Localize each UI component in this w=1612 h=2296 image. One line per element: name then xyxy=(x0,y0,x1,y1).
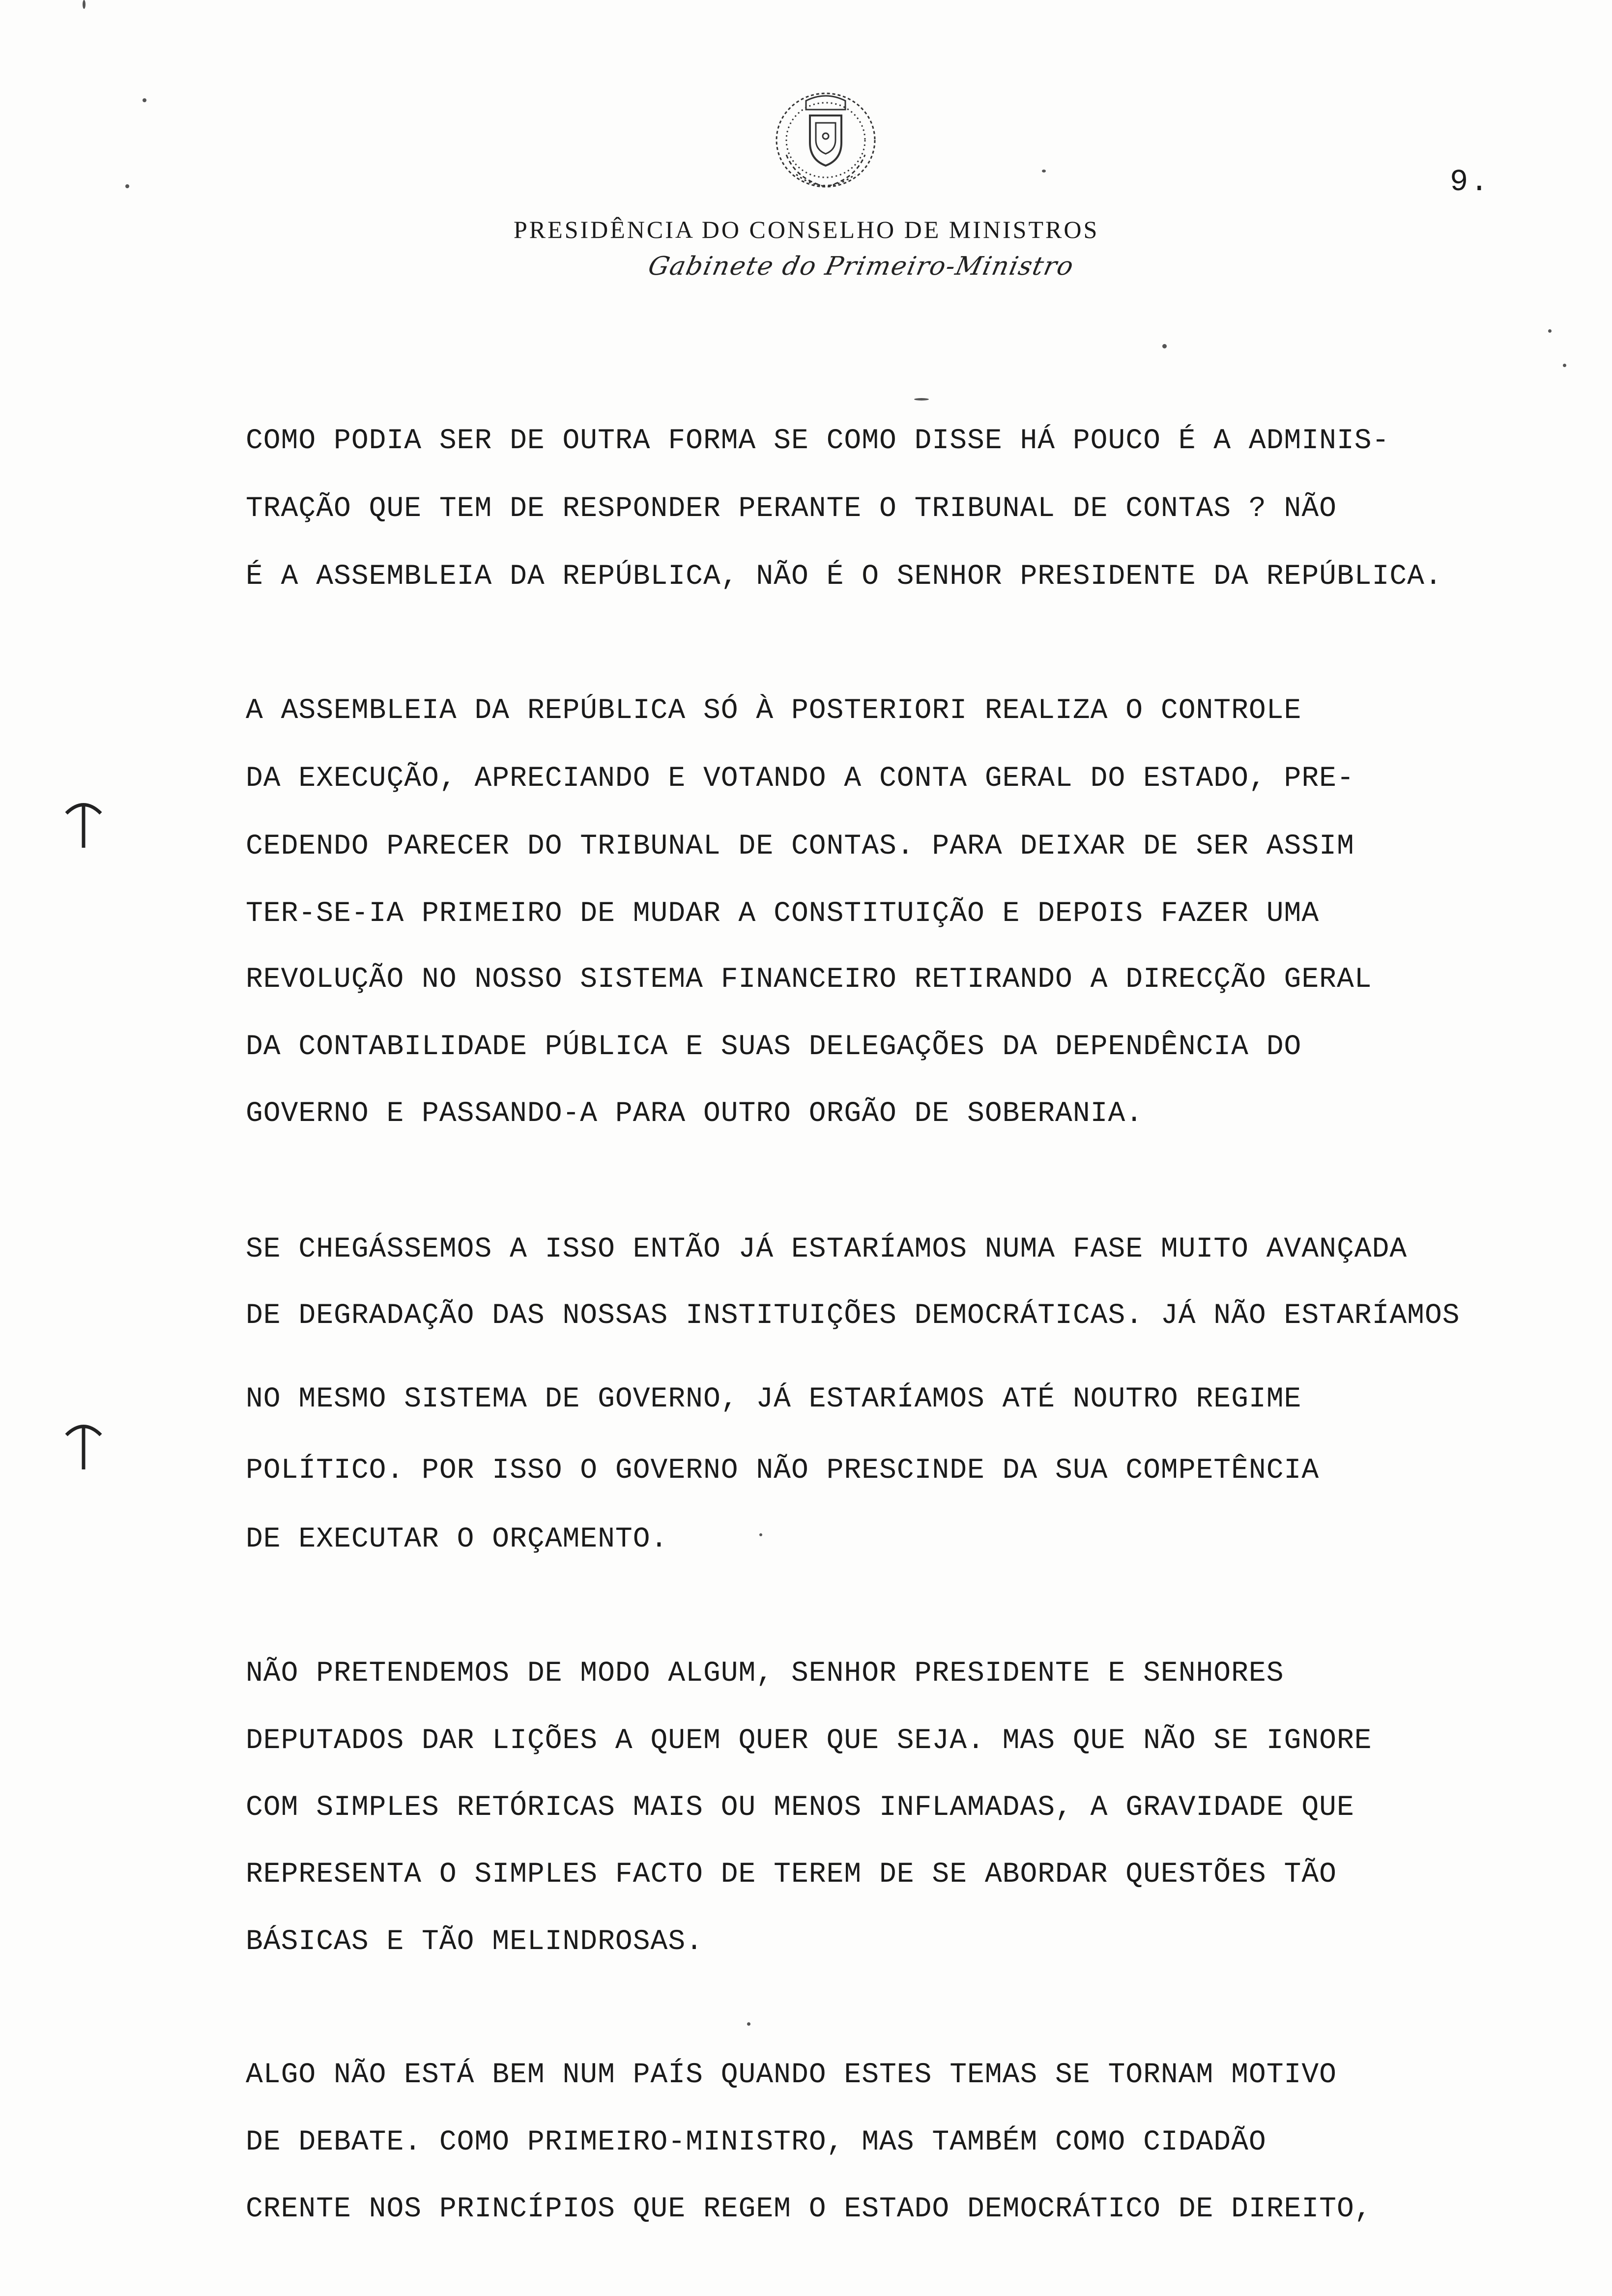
body-line: NO MESMO SISTEMA DE GOVERNO, JÁ ESTARÍAMOS ATÉ NOUTRO REGIME xyxy=(246,1383,1302,1415)
body-line: DE DEGRADAÇÃO DAS NOSSAS INSTITUIÇÕES DEMOCRÁTICAS. JÁ NÃO ESTARÍAMOS xyxy=(246,1300,1460,1332)
body-line: BÁSICAS E TÃO MELINDROSAS. xyxy=(246,1926,703,1958)
body-line: DEPUTADOS DAR LIÇÕES A QUEM QUER QUE SEJA. MAS QUE NÃO SE IGNORE xyxy=(246,1725,1372,1757)
scan-speck xyxy=(747,2022,750,2026)
cabinet-subheading: Gabinete do Primeiro-Ministro xyxy=(645,252,1077,281)
scan-speck xyxy=(1162,344,1167,348)
body-line: SE CHEGÁSSEMOS A ISSO ENTÃO JÁ ESTARÍAMOS NUMA FASE MUITO AVANÇADA xyxy=(246,1234,1408,1265)
body-line: DE DEBATE. COMO PRIMEIRO-MINISTRO, MAS TAMBÉM COMO CIDADÃO xyxy=(246,2126,1267,2158)
body-line: NÃO PRETENDEMOS DE MODO ALGUM, SENHOR PRESIDENTE E SENHORES xyxy=(246,1658,1284,1690)
scan-speck xyxy=(914,398,929,401)
body-line: REVOLUÇÃO NO NOSSO SISTEMA FINANCEIRO RETIRANDO A DIRECÇÃO GERAL xyxy=(246,964,1372,996)
scan-speck xyxy=(83,0,86,9)
scan-speck xyxy=(1042,170,1046,172)
body-line: REPRESENTA O SIMPLES FACTO DE TEREM DE SE ABORDAR QUESTÕES TÃO xyxy=(246,1859,1337,1891)
scan-speck xyxy=(759,1533,762,1536)
scan-speck xyxy=(1563,364,1566,367)
binding-mark-icon xyxy=(61,794,106,853)
page-number: 9. xyxy=(1450,165,1491,200)
body-line: ALGO NÃO ESTÁ BEM NUM PAÍS QUANDO ESTES TEMAS SE TORNAM MOTIVO xyxy=(246,2059,1337,2091)
body-line: TER-SE-IA PRIMEIRO DE MUDAR A CONSTITUIÇÃO E DEPOIS FAZER UMA xyxy=(246,898,1320,930)
scan-speck xyxy=(143,98,146,102)
scan-speck xyxy=(1548,329,1552,333)
body-line: POLÍTICO. POR ISSO O GOVERNO NÃO PRESCINDE DA SUA COMPETÊNCIA xyxy=(246,1455,1320,1487)
binding-mark-icon xyxy=(61,1415,106,1474)
body-line: DA EXECUÇÃO, APRECIANDO E VOTANDO A CONTA GERAL DO ESTADO, PRE- xyxy=(246,763,1354,795)
body-line: A ASSEMBLEIA DA REPÚBLICA SÓ À POSTERIORI REALIZA O CONTROLE xyxy=(246,695,1302,727)
coat-of-arms-emblem xyxy=(767,81,885,204)
body-line: COM SIMPLES RETÓRICAS MAIS OU MENOS INFLAMADAS, A GRAVIDADE QUE xyxy=(246,1792,1354,1824)
office-heading: PRESIDÊNCIA DO CONSELHO DE MINISTROS xyxy=(514,216,1099,243)
body-line: COMO PODIA SER DE OUTRA FORMA SE COMO DISSE HÁ POUCO É A ADMINIS- xyxy=(246,425,1390,457)
body-line: CRENTE NOS PRINCÍPIOS QUE REGEM O ESTADO DEMOCRÁTICO DE DIREITO, xyxy=(246,2193,1372,2225)
body-line: TRAÇÃO QUE TEM DE RESPONDER PERANTE O TRIBUNAL DE CONTAS ? NÃO xyxy=(246,493,1337,525)
body-line: CEDENDO PARECER DO TRIBUNAL DE CONTAS. PARA DEIXAR DE SER ASSIM xyxy=(246,831,1354,862)
body-line: DA CONTABILIDADE PÚBLICA E SUAS DELEGAÇÕES DA DEPENDÊNCIA DO xyxy=(246,1031,1302,1063)
body-line: GOVERNO E PASSANDO-A PARA OUTRO ORGÃO DE SOBERANIA. xyxy=(246,1098,1144,1130)
scan-speck xyxy=(125,184,129,188)
body-line: É A ASSEMBLEIA DA REPÚBLICA, NÃO É O SENHOR PRESIDENTE DA REPÚBLICA. xyxy=(246,561,1442,593)
body-line: DE EXECUTAR O ORÇAMENTO. xyxy=(246,1523,668,1555)
